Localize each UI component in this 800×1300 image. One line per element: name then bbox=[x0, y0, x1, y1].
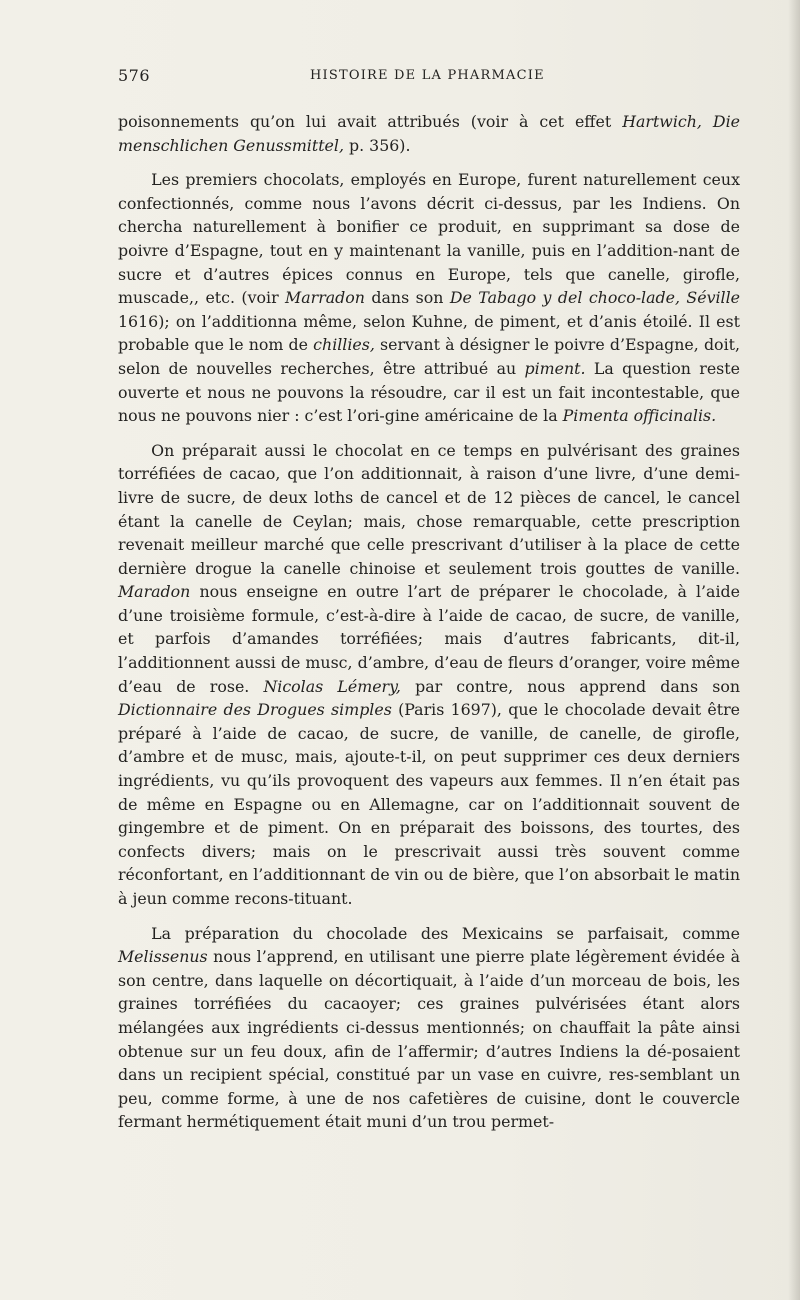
text-run: On préparait aussi le chocolat en ce temps en pulvérisant des graines torréfiées de cacao, que l’on additionnait, à raison d’une livre, d’une demi-livre de sucre, de deux loths de cancel et de 12 pièces de cancel, le cancel étant la canelle de Ceylan; mais, chose remarquable, cette prescription revenait meilleur marché que celle prescrivant d’utiliser à la place de cette dernière drogue la canelle chinoise et seulement trois gouttes de vanille. bbox=[118, 440, 740, 578]
text-run: Les premiers chocolats, employés en Europe, furent naturellement ceux confectionnés, comme nous l’avons décrit ci-dessus, par les Indiens. On chercha naturellement à bonifier ce produit, en supprimant sa dose de poivre d’Espagne, tout en y maintenant la vanille, puis en l’addition-nant de sucre et d’autres épices connus en Europe, tels que canelle, girofle, muscade,, etc. (voir bbox=[118, 170, 740, 308]
italic-text-run: Maradon bbox=[118, 582, 191, 602]
italic-text-run: piment. bbox=[524, 358, 586, 378]
italic-text-run: De Tabago y del choco-lade, Séville bbox=[449, 288, 741, 308]
paragraph-continuation bbox=[118, 110, 740, 157]
italic-text-run: Nicolas Lémery, bbox=[263, 676, 401, 696]
italic-text-run: Dictionnaire des Drogues simples bbox=[118, 700, 392, 720]
paragraph-mexican-preparation bbox=[118, 922, 740, 1134]
page-header bbox=[118, 66, 738, 90]
italic-text-run: Hartwich, Die menschlichen Genussmittel, bbox=[118, 112, 740, 155]
paragraph-preparation-recipes bbox=[118, 439, 740, 911]
text-run: dans son bbox=[364, 288, 450, 308]
page-number: 576 bbox=[118, 66, 151, 85]
text-run: nous l’apprend, en utilisant une pierre plate légèrement évidée à son centre, dans laquelle on décortiquait, à l’aide d’un morceau de bois, les graines torréfiées du cacaoyer; ces graines pulvérisées étant alors mélangées aux ingrédients ci-dessus mentionnés; on chauffait la pâte ainsi obtenue sur un feu doux, afin de l’affermir; d’autres Indiens la dé-posaient dans un recipient spécial, constitué par un vase en cuivre, res-semblant un peu, comme forme, à une de nos cafetières de cuisine, dont le couvercle fermant hermétiquement était muni d’un trou permet- bbox=[118, 947, 740, 1132]
text-run: nous enseigne en outre l’art de préparer le chocolade, à l’aide d’une troisième formule, c’est-à-dire à l’aide de cacao, de sucre, de vanille, et parfois d’amandes torréfiées; mais d’autres fabricants, dit-il, l’additionnent aussi de musc, d’ambre, d’eau de fleurs d’oranger, voire même d’eau de rose. bbox=[118, 582, 740, 696]
italic-text-run: Melissenus bbox=[118, 947, 208, 967]
text-run: (Paris 1697), que le chocolade devait être préparé à l’aide de cacao, de sucre, de vanille, de canelle, de girofle, d’ambre et de musc, mais, ajoute-t-il, on peut supprimer ces deux derniers ingrédients, vu qu’ils provoquent des vapeurs aux femmes. Il n’en était pas de même en Espagne ou en Allemagne, car on l’additionnait souvent de gingembre et de piment. On en préparait des boissons, des tourtes, des confects divers; mais on le prescrivait aussi très souvent comme réconfortant, en l’additionnant de vin ou de bière, que l’on absorbait le matin à jeun comme recons-tituant. bbox=[118, 700, 740, 908]
italic-text-run: chillies, bbox=[313, 335, 375, 355]
body-text bbox=[118, 110, 740, 1134]
text-run: 1616); on l’additionna même, selon Kuhne, de piment, et d’anis étoilé. Il est probable que le nom de bbox=[118, 311, 740, 355]
paragraph-first-chocolates bbox=[118, 168, 740, 428]
page-edge-shadow bbox=[788, 0, 800, 1300]
running-title: HISTOIRE DE LA PHARMACIE bbox=[310, 68, 545, 83]
italic-text-run: Pimenta officinalis. bbox=[562, 406, 717, 426]
text-run: servant à désigner le poivre d’Espagne, doit, selon de nouvelles recherches, être attribué au bbox=[118, 335, 740, 378]
italic-text-run: Marradon bbox=[285, 288, 365, 308]
text-run: par contre, nous apprend dans son bbox=[400, 676, 741, 696]
text-run: La question reste ouverte et nous ne pouvons la résoudre, car il est un fait incontestable, que nous ne pouvons nier : c’est l’ori-gine américaine de la bbox=[118, 358, 740, 426]
text-run: poisonnements qu’on lui avait attribués (voir à cet effet bbox=[118, 112, 623, 131]
text-run: p. 356). bbox=[343, 135, 411, 155]
text-run: La préparation du chocolade des Mexicains se parfaisait, comme bbox=[151, 923, 740, 943]
